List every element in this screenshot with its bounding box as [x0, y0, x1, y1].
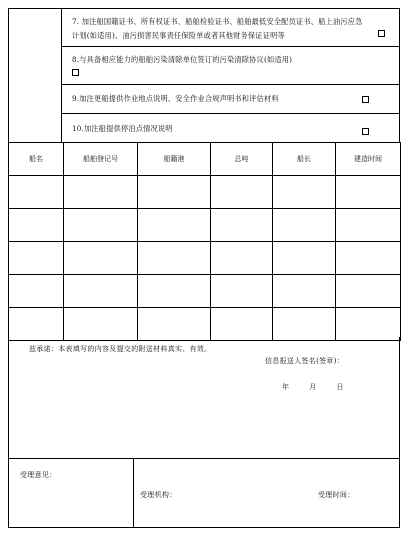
table-cell[interactable] — [64, 275, 138, 308]
acceptance-org-label: 受理机构： — [140, 491, 177, 499]
checklist-item-10-text — [72, 122, 369, 136]
table-cell[interactable] — [273, 308, 336, 341]
table-cell[interactable] — [211, 275, 273, 308]
checklist-item-7-line1: 7. 加注船国籍证书、所有权证书、船舶检验证书、船舶最低安全配员证书、船上油污应急 — [72, 17, 363, 26]
table-cell[interactable] — [9, 176, 64, 209]
ship-table-header-row — [9, 143, 401, 176]
table-cell[interactable] — [9, 209, 64, 242]
checklist-item-7-checkbox[interactable] — [378, 30, 385, 37]
header-build-date: 建造时间 — [336, 143, 401, 176]
acceptance-divider — [133, 459, 134, 527]
ship-info-table — [8, 142, 401, 341]
acceptance-time-label: 受理时间： — [318, 491, 355, 499]
checklist-item-8 — [62, 47, 399, 85]
table-cell[interactable] — [9, 308, 64, 341]
table-cell[interactable] — [64, 209, 138, 242]
checklist-item-10 — [62, 114, 399, 143]
checklist-item-10-line1: 10.加注船提供停泊点情况说明 — [72, 124, 173, 133]
date-day-label: 日 — [336, 383, 344, 391]
checklist-item-9-line1: 9.加注更船提供作业地点说明、安全作业合规声明书和评估材料 — [72, 94, 279, 103]
table-cell[interactable] — [9, 242, 64, 275]
table-cell[interactable] — [211, 308, 273, 341]
table-cell[interactable] — [336, 176, 401, 209]
checklist-item-7-text — [72, 15, 369, 43]
table-cell[interactable] — [336, 242, 401, 275]
table-cell[interactable] — [64, 308, 138, 341]
date-year-label: 年 — [282, 383, 289, 391]
checklist-item-9 — [62, 85, 399, 114]
table-cell[interactable] — [138, 275, 211, 308]
checklist-item-7-line2: 计划(如适用)、油污损害民事责任保险单或者其他财务保证证明等 — [72, 31, 285, 40]
table-row — [9, 275, 401, 308]
header-registration-number: 船舶登记号 — [64, 143, 138, 176]
header-ship-length: 船长 — [273, 143, 336, 176]
attachment-checklist — [8, 8, 400, 142]
table-cell[interactable] — [273, 242, 336, 275]
commitment-section — [8, 337, 400, 459]
header-ship-name: 船名 — [9, 143, 64, 176]
signer-signature-label: 信息报送人签名(签章)： — [265, 357, 345, 365]
signature-date — [282, 382, 361, 392]
checklist-item-10-checkbox[interactable] — [362, 128, 369, 135]
checklist-item-9-text — [72, 92, 369, 106]
header-gross-tonnage: 总吨 — [211, 143, 273, 176]
commitment-statement: 兹承诺：本表填写的内容及提交的附送材料真实、有效。 — [29, 345, 212, 353]
date-month-label: 月 — [309, 383, 317, 391]
acceptance-section — [8, 458, 400, 528]
table-cell[interactable] — [9, 275, 64, 308]
table-cell[interactable] — [138, 209, 211, 242]
table-cell[interactable] — [138, 242, 211, 275]
table-cell[interactable] — [138, 176, 211, 209]
table-row — [9, 176, 401, 209]
checklist-item-9-checkbox[interactable] — [362, 96, 369, 103]
checklist-label-column — [9, 9, 62, 142]
table-cell[interactable] — [211, 242, 273, 275]
header-port-of-registry: 船籍港 — [138, 143, 211, 176]
table-cell[interactable] — [336, 308, 401, 341]
table-cell[interactable] — [336, 275, 401, 308]
acceptance-opinion-label: 受理意见： — [20, 471, 57, 479]
checklist-item-8-text — [72, 53, 369, 67]
table-cell[interactable] — [336, 209, 401, 242]
table-cell[interactable] — [211, 209, 273, 242]
checklist-item-8-line1: 8.与具备相应能力的船舶污染清除单位签订的污染清除协议(如适用) — [72, 55, 293, 64]
table-cell[interactable] — [273, 176, 336, 209]
table-cell[interactable] — [64, 176, 138, 209]
table-cell[interactable] — [273, 209, 336, 242]
table-row — [9, 209, 401, 242]
table-row — [9, 242, 401, 275]
table-cell[interactable] — [64, 242, 138, 275]
checklist-item-7 — [62, 9, 399, 47]
table-cell[interactable] — [138, 308, 211, 341]
table-row — [9, 308, 401, 341]
checklist-item-8-checkbox[interactable] — [72, 69, 79, 76]
table-cell[interactable] — [273, 275, 336, 308]
table-cell[interactable] — [211, 176, 273, 209]
